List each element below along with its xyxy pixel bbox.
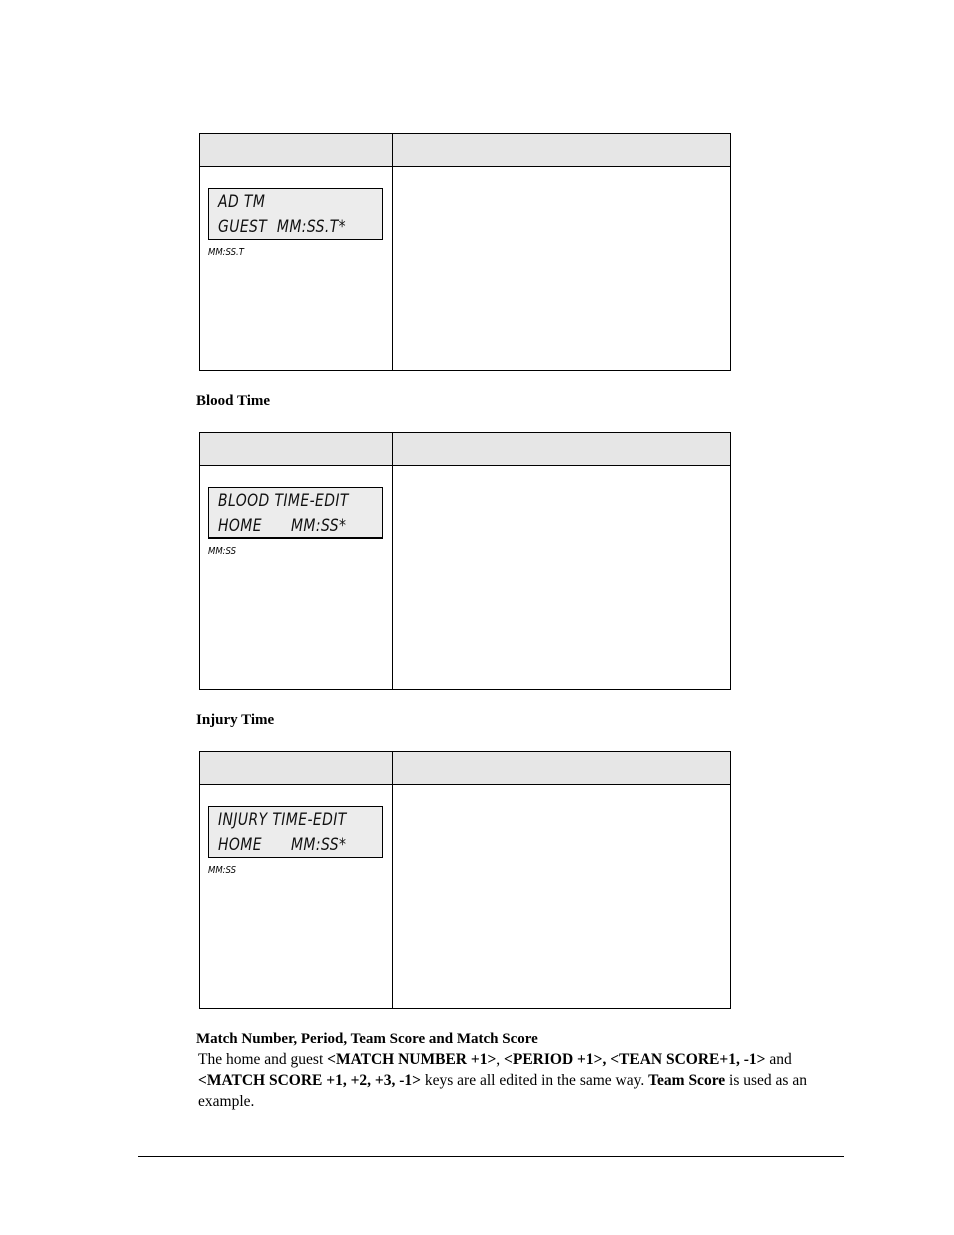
lcd-line-1: BLOOD TIME-EDIT bbox=[218, 491, 349, 511]
display-cell bbox=[200, 167, 393, 371]
paragraph-text: and bbox=[765, 1051, 792, 1068]
lcd-line-2: HOME MM:SS* bbox=[218, 516, 347, 536]
lcd-display bbox=[208, 487, 383, 539]
ad-time-table bbox=[199, 133, 731, 371]
header-cell-action bbox=[393, 752, 730, 784]
display-cell bbox=[200, 785, 393, 1009]
key-match-number: <MATCH NUMBER +1> bbox=[327, 1051, 497, 1068]
time-format-label: MM:SS bbox=[208, 865, 237, 876]
lcd-line-1: INJURY TIME-EDIT bbox=[218, 810, 347, 830]
header-cell-action bbox=[393, 134, 730, 166]
key-period-team-score: <PERIOD +1>, <TEAN SCORE+1, -1> bbox=[504, 1051, 766, 1068]
lcd-line-2: HOME MM:SS* bbox=[218, 835, 347, 855]
lcd-display bbox=[208, 188, 383, 240]
section-heading-injury-time: Injury Time bbox=[196, 712, 275, 728]
display-cell bbox=[200, 466, 393, 690]
section-heading-match: Match Number, Period, Team Score and Match Score bbox=[196, 1031, 538, 1047]
lcd-display bbox=[208, 806, 383, 858]
table-header bbox=[200, 752, 730, 785]
footer-rule bbox=[138, 1156, 844, 1157]
injury-time-table bbox=[199, 751, 731, 1009]
blood-time-table bbox=[199, 432, 731, 690]
time-format-label: MM:SS.T bbox=[208, 247, 244, 258]
action-cell bbox=[393, 167, 730, 371]
table-body bbox=[200, 466, 730, 690]
action-cell bbox=[393, 785, 730, 1009]
time-format-label: MM:SS bbox=[208, 546, 237, 557]
key-match-score: <MATCH SCORE +1, +2, +3, -1> bbox=[198, 1072, 421, 1089]
section-heading-blood-time: Blood Time bbox=[196, 393, 271, 409]
paragraph-text: The home and guest bbox=[198, 1051, 328, 1068]
team-score-term: Team Score bbox=[648, 1072, 726, 1089]
action-cell bbox=[393, 466, 730, 690]
header-cell-action bbox=[393, 433, 730, 465]
paragraph-text: is used as an example. bbox=[198, 1072, 807, 1110]
lcd-line-2: GUEST MM:SS.T* bbox=[218, 217, 347, 237]
table-body bbox=[200, 167, 730, 371]
paragraph-text: , bbox=[496, 1051, 505, 1068]
header-cell-display bbox=[200, 134, 393, 166]
lcd-line-1: AD TM bbox=[218, 192, 266, 212]
table-body bbox=[200, 785, 730, 1009]
table-header bbox=[200, 433, 730, 466]
paragraph-text: keys are all edited in the same way. bbox=[421, 1072, 649, 1089]
table-header bbox=[200, 134, 730, 167]
header-cell-display bbox=[200, 752, 393, 784]
header-cell-display bbox=[200, 433, 393, 465]
body-paragraph bbox=[198, 1049, 848, 1112]
